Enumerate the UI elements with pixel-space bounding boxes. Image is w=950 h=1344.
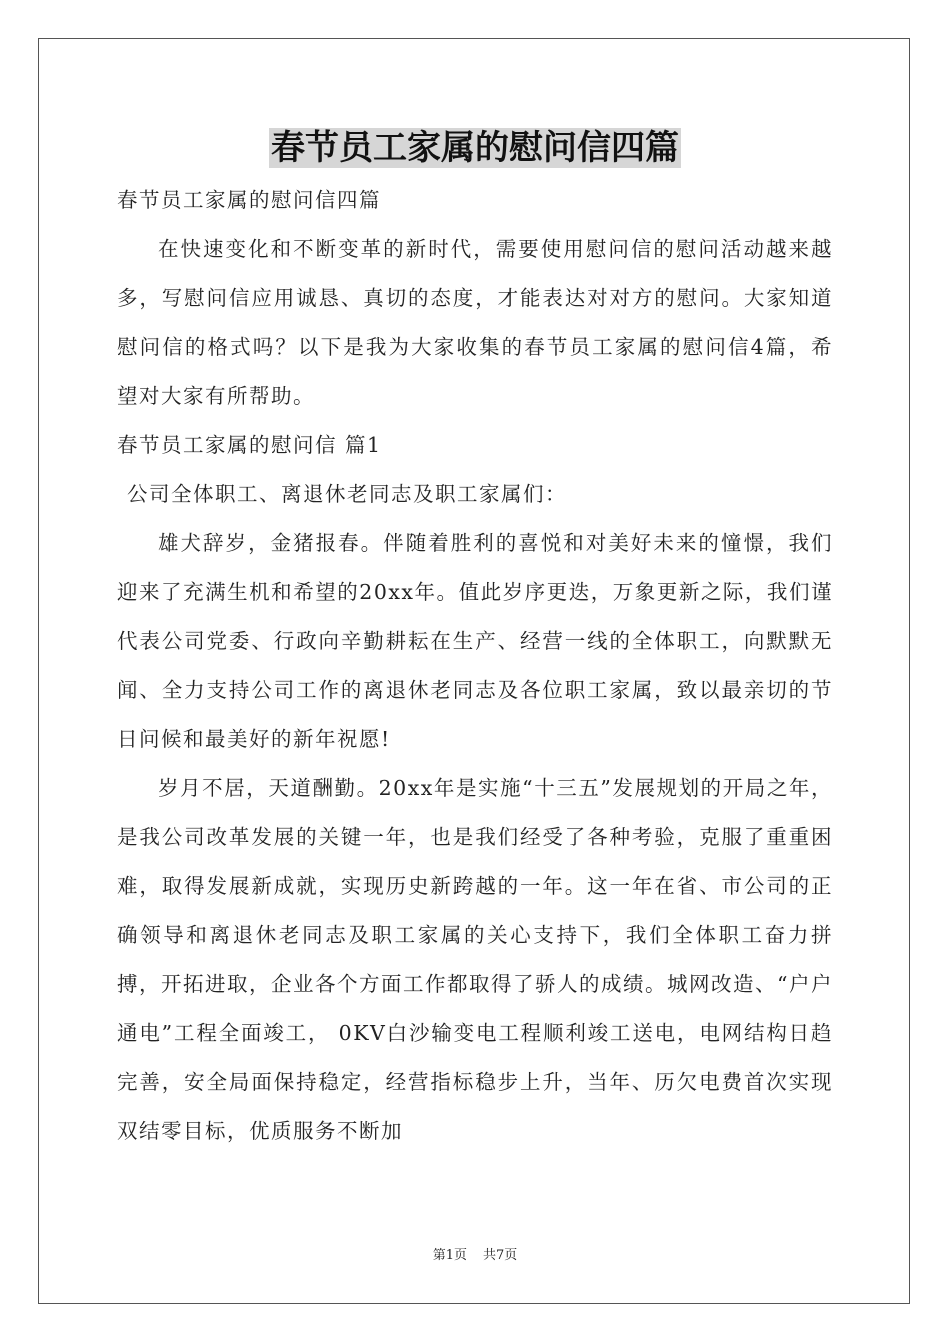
document-title-text: 春节员工家属的慰问信四篇	[271, 128, 679, 168]
page-footer	[0, 1247, 950, 1265]
page-total: 共7页	[483, 1248, 518, 1263]
subtitle-paragraph: 春节员工家属的慰问信四篇	[117, 188, 381, 212]
page-number: 第1页	[432, 1248, 467, 1263]
section-heading: 春节员工家属的慰问信 篇1	[117, 433, 382, 457]
salutation-paragraph: 公司全体职工、离退休老同志及职工家属们：	[127, 482, 567, 506]
body-paragraph: 岁月不居，天道酬勤。20xx年是实施“十三五”发展规划的开局之年，是我公司改革发展的关键一年，也是我们经受了各种考验，克服了重重困难，取得发展新成就，实现历史新跨越的一年。这一年在省、市公司的正确领导和离退休老同志及职工家属的关心支持下，我们全体职工奋力拼搏，开拓进取，企业各个方面工作都取得了骄人的成绩。城网改造、“户户通电”工程全面竣工， 0KV白沙输变电工程顺利竣工送电，电网结构日趋完善，安全局面保持稳定，经营指标稳步上升，当年、历欠电费首次实现双结零目标，优质服务不断加	[117, 776, 833, 1143]
document-body	[117, 176, 833, 1156]
body-paragraph: 雄犬辞岁，金猪报春。伴随着胜利的喜悦和对美好未来的憧憬，我们迎来了充满生机和希望的20xx年。值此岁序更迭，万象更新之际，我们谨代表公司党委、行政向辛勤耕耘在生产、经营一线的全体职工，向默默无闻、全力支持公司工作的离退休老同志及各位职工家属，致以最亲切的节日问候和最美好的新年祝愿!	[117, 531, 833, 751]
document-title	[0, 124, 950, 172]
intro-paragraph: 在快速变化和不断变革的新时代，需要使用慰问信的慰问活动越来越多，写慰问信应用诚恳、真切的态度，才能表达对对方的慰问。大家知道慰问信的格式吗？以下是我为大家收集的春节员工家属的慰问信4篇，希望对大家有所帮助。	[117, 237, 833, 408]
